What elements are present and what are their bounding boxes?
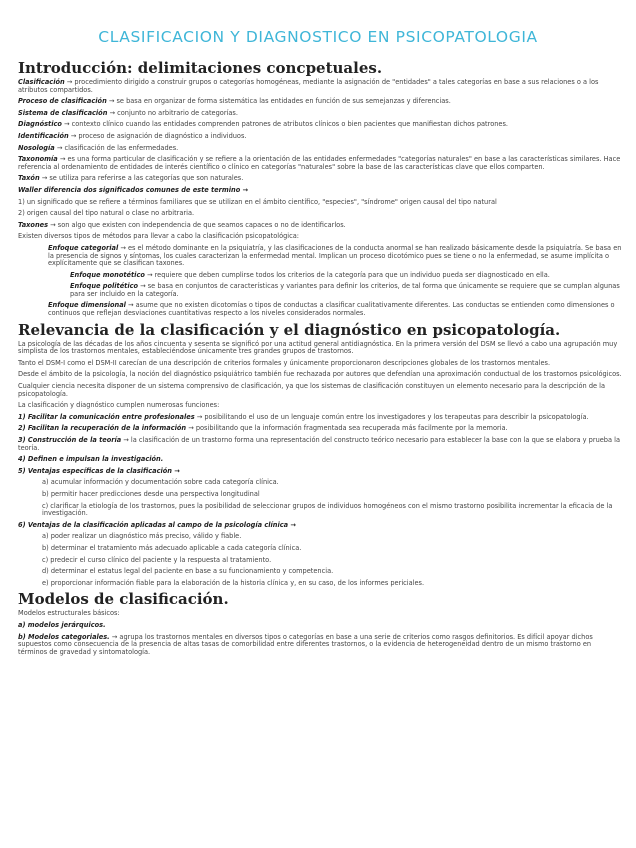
definition: → contexto clínico cuando las entidades comprenden patrones de atributos clínicos o bien pacientes que manifiestan dichos patrones. <box>61 120 509 129</box>
function-item <box>18 456 622 464</box>
term: a) modelos jerárquicos. <box>18 620 106 629</box>
paragraph: Modelos estructurales básicos: <box>18 609 120 618</box>
term: b) Modelos categoriales. <box>18 632 110 641</box>
definition: → clasificación de las enfermedades. <box>54 143 179 152</box>
definition: → es una forma particular de clasificación y se refiere a la orientación de las entidades enfermedades "categorías naturales" en base a las características similares. Hace referencia al ordenamiento de entidades de interés científico o clínico en categorías "naturales" sobre la base de las características clave que ellos comparten. <box>18 155 621 171</box>
paragraph: Desde el ámbito de la psicología, la noción del diagnóstico psiquiátrico también fue rechazada por autores que defendían una aproximación conductual de los trastornos psicológicos. <box>18 370 622 379</box>
definition: → requiere que deben cumplirse todos los criterios de la categoría para que un individuo pueda ser diagnosticado en ella. <box>144 270 550 279</box>
list-item: c) clarificar la etiología de los trastornos, pues la posibilidad de seleccionar grupos de individuos homogéneos con el mismo trastorno posibilita incrementar la eficacia de la investigación. <box>42 501 613 518</box>
definition: → se utiliza para referirse a las categorías que son naturales. <box>39 174 244 183</box>
paragraph: 2) origen causal del tipo natural o clase no arbitraria. <box>18 209 195 218</box>
list-item: e) proporcionar información fiable para la elaboración de la historia clínica y, en su caso, de los informes periciales. <box>42 578 425 587</box>
paragraph <box>18 634 622 657</box>
function-item <box>18 437 622 452</box>
function-item <box>18 425 622 433</box>
document-body <box>18 60 622 660</box>
paragraph <box>70 272 622 280</box>
definition: → procedimiento dirigido a construir grupos o categorías homogéneas, mediante la asignación de "entidades" a tales categorías en base a sus relaciones o a los atributos compartidos. <box>18 78 599 94</box>
section-heading-relevancia: Relevancia de la clasificación y el diagnóstico en psicopatología. <box>18 320 561 339</box>
paragraph <box>18 145 622 153</box>
paragraph: Existen diversos tipos de métodos para llevar a cabo la clasificación psicopatológica: <box>18 232 300 241</box>
paragraph <box>18 79 622 94</box>
definition: → se basa en organizar de forma sistemática las entidades en función de sus semejanzas y diferencias. <box>106 97 451 106</box>
term: Enfoque monotético <box>70 270 145 279</box>
paragraph <box>18 110 622 118</box>
term: 1) Facilitar la comunicación entre profesionales <box>18 412 195 421</box>
list-item: b) permitir hacer predicciones desde una perspectiva longitudinal <box>42 489 260 498</box>
list-item: b) determinar el tratamiento más adecuado aplicable a cada categoría clínica. <box>42 543 302 552</box>
paragraph <box>18 133 622 141</box>
section-heading-introduccion: Introducción: delimitaciones concpetuales. <box>18 59 383 77</box>
paragraph: Tanto el DSM-I como el DSM-II carecían de una descripción de criterios formales y únicamente proporcionaron descripciones globales de los trastornos mentales. <box>18 358 551 367</box>
paragraph <box>18 175 622 183</box>
term: Waller diferencia dos significados comunes de este termino → <box>18 185 249 194</box>
definition: → posibilitando que la información fragmentada sea recuperada más facilmente por la memoria. <box>186 424 508 433</box>
list-item: c) predecir el curso clínico del paciente y la respuesta al tratamiento. <box>42 555 272 564</box>
term: 4) Definen e impulsan la investigación. <box>18 455 164 464</box>
document-title: CLASIFICACION Y DIAGNOSTICO EN PSICOPATOLOGIA <box>98 28 538 46</box>
list-item: a) acumular información y documentación sobre cada categoría clínica. <box>42 478 279 487</box>
definition: → la clasificación de un trastorno forma una representación del constructo teórico necesario para establecer la base con la que se elabora y prueba la teoría. <box>18 436 620 452</box>
definition: → son algo que existen con independencia de que seamos capaces o no de identificarlos. <box>48 220 346 229</box>
term: Proceso de clasificación <box>18 97 107 106</box>
section-heading-modelos: Modelos de clasificación. <box>18 590 229 609</box>
term: Taxón <box>18 174 40 183</box>
paragraph: Cualquier ciencia necesita disponer de un sistema comprensivo de clasificación, ya que los sistemas de clasificación constituyen un elemento necesario para la descripción de la psicopatología. <box>18 382 606 398</box>
paragraph <box>18 121 622 129</box>
list-item: a) poder realizar un diagnóstico más preciso, válido y fiable. <box>42 532 242 541</box>
paragraph: La psicología de las décadas de los años cincuenta y sesenta se significó por una actitud general antidiagnóstica. En la primera versión del DSM se llevó a cabo una agrupación muy simplista de los trastornos mentales, estableciéndose únicamente tres grandes grupos de trastornos. <box>18 339 618 356</box>
term: Identificación <box>18 131 69 140</box>
paragraph <box>18 187 622 195</box>
definition: → conjunto no arbitrario de categorías. <box>107 108 238 117</box>
paragraph <box>18 156 622 171</box>
paragraph <box>18 98 622 106</box>
paragraph <box>70 283 622 298</box>
term: Taxones <box>18 220 49 229</box>
term: 2) Facilitan la recuperación de la información <box>18 424 187 433</box>
list-item: d) determinar el estatus legal del paciente en base a su funcionamiento y competencia. <box>42 567 334 576</box>
term: Clasificación <box>18 78 65 86</box>
term: Taxonomía <box>18 155 58 164</box>
definition: → proceso de asignación de diagnóstico a individuos. <box>68 131 247 140</box>
term: Enfoque dimensional <box>48 301 126 310</box>
term: Nosología <box>18 143 55 152</box>
term: Enfoque categorial <box>48 243 119 252</box>
paragraph <box>18 622 622 630</box>
definition: → agrupa los trastornos mentales en diversos tipos o categorías en base a una serie de criterios como rasgos definitorios. Es difícil apoyar dichos supuestos como consecuencia de la presencia de altas tasas de comorbilidad entre diferentes trastornos, o la evidencia de heterogeneidad dentro de un mismo trastorno en términos de gravedad y sintomatología. <box>18 632 593 656</box>
definition: → es el método dominante en la psiquiatría, y las clasificaciones de la conducta anormal se han realizado básicamente desde la psiquiatría. Se basa en la presencia de signos y síntomas, los cuales caracterizan la enfermedad mental. Implican un proceso dicotómico pues se tiene o no la enfermedad, se asume implícita o explícitamente que se clasifican taxones. <box>48 243 622 268</box>
definition: → posibilitando el uso de un lenguaje común entre los investigadores y los terapeutas para describir la psicopatología. <box>194 412 589 421</box>
paragraph <box>48 245 622 268</box>
paragraph: 1) un significado que se refiere a términos familiares que se utilizan en el ámbito científico, "especies", "síndrome" origen causal del tipo natural <box>18 197 497 206</box>
term: 5) Ventajas específicas de la clasificación → <box>18 466 180 475</box>
term: 6) Ventajas de la clasificación aplicadas al campo de la psicología clínica → <box>18 520 296 529</box>
term: Sistema de clasificación <box>18 108 108 117</box>
function-item <box>18 468 622 476</box>
term: 3) Construcción de la teoría <box>18 436 122 444</box>
function-item <box>18 414 622 422</box>
definition: → asume que no existen dicotomías o tipos de conductas a clasificar cualitativamente diferentes. Las conductas se entienden como dimensiones o continuos que reflejan desviaciones cuantitativas respecto a los niveles considerados normales. <box>48 301 615 318</box>
term: Diagnóstico <box>18 120 62 129</box>
function-item <box>18 522 622 530</box>
paragraph: La clasificación y diagnóstico cumplen numerosas funciones: <box>18 401 220 410</box>
paragraph <box>48 302 622 317</box>
definition: → se basa en conjuntos de características y variantes para definir los criterios, de tal forma que únicamente se requiere que se cumplan algunas para ser incluido en la categoría. <box>70 282 620 298</box>
paragraph <box>18 222 622 230</box>
term: Enfoque politético <box>70 282 139 291</box>
